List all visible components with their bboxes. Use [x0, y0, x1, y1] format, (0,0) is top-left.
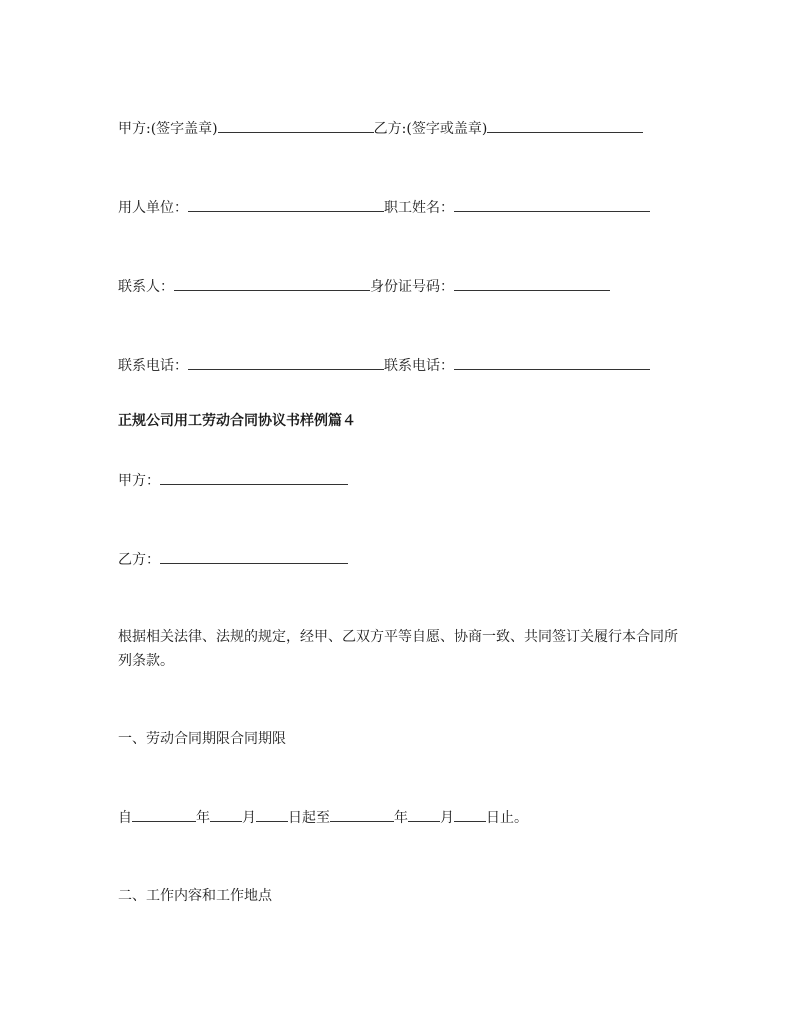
employer-row	[118, 197, 650, 218]
employer-label: 用人单位：	[118, 200, 188, 216]
start-year-blank[interactable]	[132, 807, 196, 822]
term-month2-label: 月	[440, 810, 454, 826]
signature-row	[118, 118, 643, 139]
party-a-blank[interactable]	[160, 470, 348, 485]
term-year2-label: 年	[394, 810, 408, 826]
phone-label-2: 联系电话：	[384, 358, 454, 374]
phone-label-1: 联系电话：	[118, 358, 188, 374]
party-a-signature-blank[interactable]	[218, 118, 374, 133]
employer-blank[interactable]	[188, 197, 384, 212]
employee-name-blank[interactable]	[454, 197, 650, 212]
party-b-label: 乙方：	[118, 552, 160, 568]
contact-label: 联系人：	[118, 279, 174, 295]
start-month-blank[interactable]	[210, 807, 242, 822]
phone-row	[118, 355, 650, 376]
section-title: 正规公司用工劳动合同协议书样例篇４	[118, 413, 356, 429]
party-b-row	[118, 549, 348, 570]
term-from-label: 自	[118, 810, 132, 826]
clause-2-title: 二、工作内容和工作地点	[118, 888, 272, 904]
term-row	[118, 807, 528, 828]
intro-paragraph: 根据相关法律、法规的规定，经甲、乙双方平等自愿、协商一致、共同签订关履行本合同所列条款。	[118, 629, 678, 669]
party-b-blank[interactable]	[160, 549, 348, 564]
party-a-label: 甲方：	[118, 473, 160, 489]
term-day-end-label: 日止。	[486, 810, 528, 826]
start-day-blank[interactable]	[256, 807, 288, 822]
end-year-blank[interactable]	[330, 807, 394, 822]
contact-blank[interactable]	[174, 276, 370, 291]
end-month-blank[interactable]	[408, 807, 440, 822]
party-b-signature-blank[interactable]	[487, 118, 643, 133]
id-number-label: 身份证号码：	[370, 279, 454, 295]
party-a-row	[118, 470, 348, 491]
contact-row	[118, 276, 610, 297]
phone-blank-1[interactable]	[188, 355, 384, 370]
party-b-signature-label: 乙方:(签字或盖章)	[373, 121, 488, 137]
party-a-signature-label: 甲方:(签字盖章)	[118, 121, 218, 137]
employee-name-label: 职工姓名：	[384, 200, 454, 216]
term-year-label: 年	[196, 810, 210, 826]
clause-1-title: 一、劳动合同期限合同期限	[118, 731, 286, 747]
term-month-label: 月	[242, 810, 256, 826]
end-day-blank[interactable]	[454, 807, 486, 822]
term-day-from-label: 日起至	[288, 810, 330, 826]
phone-blank-2[interactable]	[454, 355, 650, 370]
id-number-blank[interactable]	[454, 276, 610, 291]
